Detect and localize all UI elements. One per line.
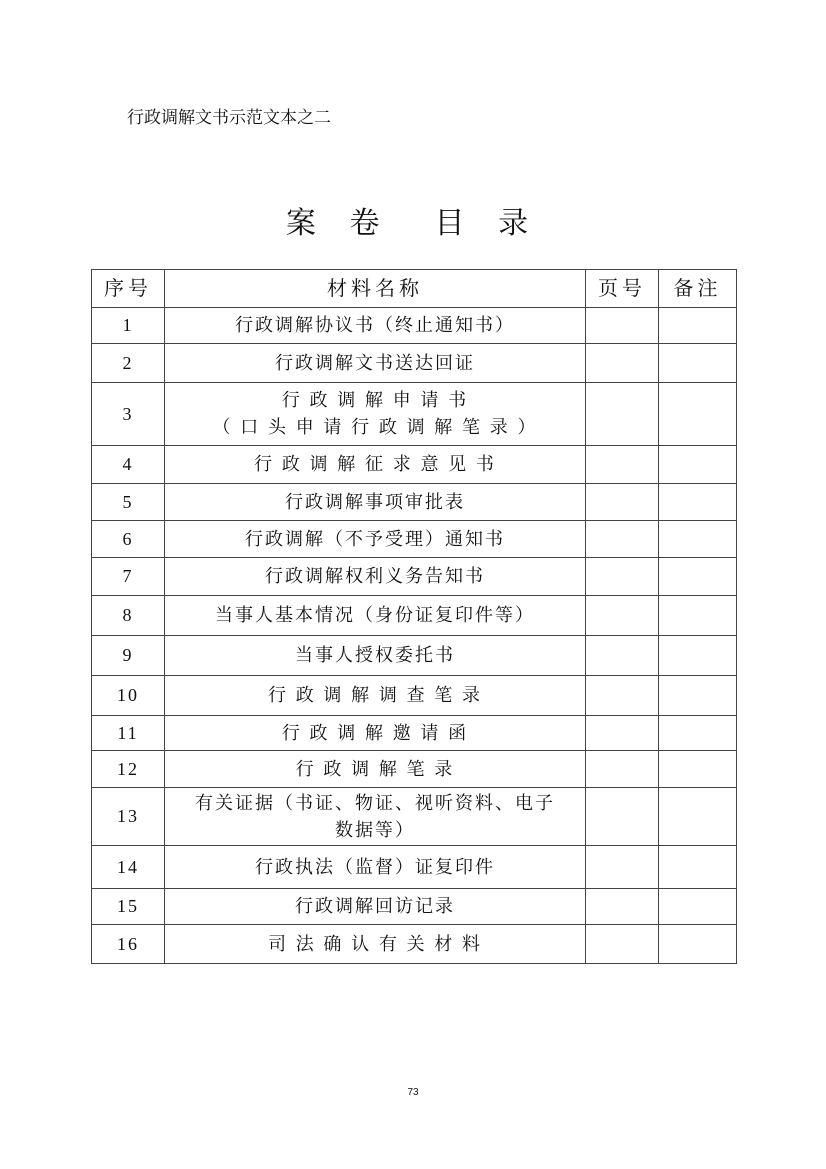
row-number: 15 — [92, 889, 165, 925]
page-cell — [586, 446, 659, 484]
material-name: 当事人基本情况（身份证复印件等） — [165, 596, 586, 636]
table-row — [92, 676, 737, 716]
table-row — [92, 484, 737, 521]
page-cell — [586, 889, 659, 925]
catalog-table — [91, 269, 737, 964]
table-row — [92, 716, 737, 751]
page-cell — [586, 716, 659, 751]
row-number: 11 — [92, 716, 165, 751]
note-cell — [659, 308, 737, 344]
row-number: 13 — [92, 788, 165, 846]
row-number: 12 — [92, 751, 165, 788]
row-number: 1 — [92, 308, 165, 344]
page-cell — [586, 308, 659, 344]
note-cell — [659, 558, 737, 596]
material-name: 有关证据（书证、物证、视听资料、电子 数据等） — [165, 788, 586, 846]
page-number: 73 — [407, 1087, 419, 1098]
page-cell — [586, 558, 659, 596]
page-cell — [586, 484, 659, 521]
table-row — [92, 889, 737, 925]
material-name: 行 政 调 解 调 查 笔 录 — [165, 676, 586, 716]
material-name: 行 政 调 解 征 求 意 见 书 — [165, 446, 586, 484]
material-name: 行 政 调 解 申 请 书 （ 口 头 申 请 行 政 调 解 笔 录 ） — [165, 383, 586, 446]
table-row — [92, 925, 737, 964]
table-row — [92, 344, 737, 383]
note-cell — [659, 521, 737, 558]
page-cell — [586, 596, 659, 636]
note-cell — [659, 484, 737, 521]
table-row — [92, 383, 737, 446]
page-cell — [586, 846, 659, 889]
document-header: 行政调解文书示范文本之二 — [127, 108, 331, 128]
material-name: 行政调解协议书（终止通知书） — [165, 308, 586, 344]
row-number: 14 — [92, 846, 165, 889]
table-row — [92, 308, 737, 344]
table-row — [92, 846, 737, 889]
material-name: 行 政 调 解 邀 请 函 — [165, 716, 586, 751]
table-row — [92, 558, 737, 596]
material-name: 行政执法（监督）证复印件 — [165, 846, 586, 889]
row-number: 10 — [92, 676, 165, 716]
page-cell — [586, 636, 659, 676]
table-row — [92, 446, 737, 484]
material-name: 当事人授权委托书 — [165, 636, 586, 676]
material-name: 司 法 确 认 有 关 材 料 — [165, 925, 586, 964]
material-name: 行 政 调 解 笔 录 — [165, 751, 586, 788]
note-cell — [659, 788, 737, 846]
note-cell — [659, 383, 737, 446]
note-cell — [659, 446, 737, 484]
row-number: 8 — [92, 596, 165, 636]
material-name: 行政调解回访记录 — [165, 889, 586, 925]
row-number: 5 — [92, 484, 165, 521]
table-row — [92, 788, 737, 846]
row-number: 3 — [92, 383, 165, 446]
note-cell — [659, 716, 737, 751]
material-name: 行政调解事项审批表 — [165, 484, 586, 521]
column-header-page: 页号 — [586, 270, 659, 308]
row-number: 2 — [92, 344, 165, 383]
column-header-no: 序号 — [92, 270, 165, 308]
table-row — [92, 596, 737, 636]
material-name: 行政调解文书送达回证 — [165, 344, 586, 383]
note-cell — [659, 889, 737, 925]
table-row — [92, 521, 737, 558]
note-cell — [659, 846, 737, 889]
page-cell — [586, 521, 659, 558]
row-number: 16 — [92, 925, 165, 964]
note-cell — [659, 925, 737, 964]
row-number: 6 — [92, 521, 165, 558]
page-cell — [586, 676, 659, 716]
column-header-note: 备注 — [659, 270, 737, 308]
column-header-name: 材料名称 — [165, 270, 586, 308]
page-cell — [586, 751, 659, 788]
page-title: 案 卷 目 录 — [285, 206, 541, 241]
note-cell — [659, 596, 737, 636]
row-number: 4 — [92, 446, 165, 484]
page-cell — [586, 383, 659, 446]
page-cell — [586, 344, 659, 383]
page-cell — [586, 925, 659, 964]
page-cell — [586, 788, 659, 846]
material-name: 行政调解（不予受理）通知书 — [165, 521, 586, 558]
table-row — [92, 636, 737, 676]
note-cell — [659, 344, 737, 383]
row-number: 9 — [92, 636, 165, 676]
table-row — [92, 751, 737, 788]
note-cell — [659, 636, 737, 676]
table-header-row — [92, 270, 737, 308]
note-cell — [659, 676, 737, 716]
row-number: 7 — [92, 558, 165, 596]
material-name: 行政调解权利义务告知书 — [165, 558, 586, 596]
note-cell — [659, 751, 737, 788]
